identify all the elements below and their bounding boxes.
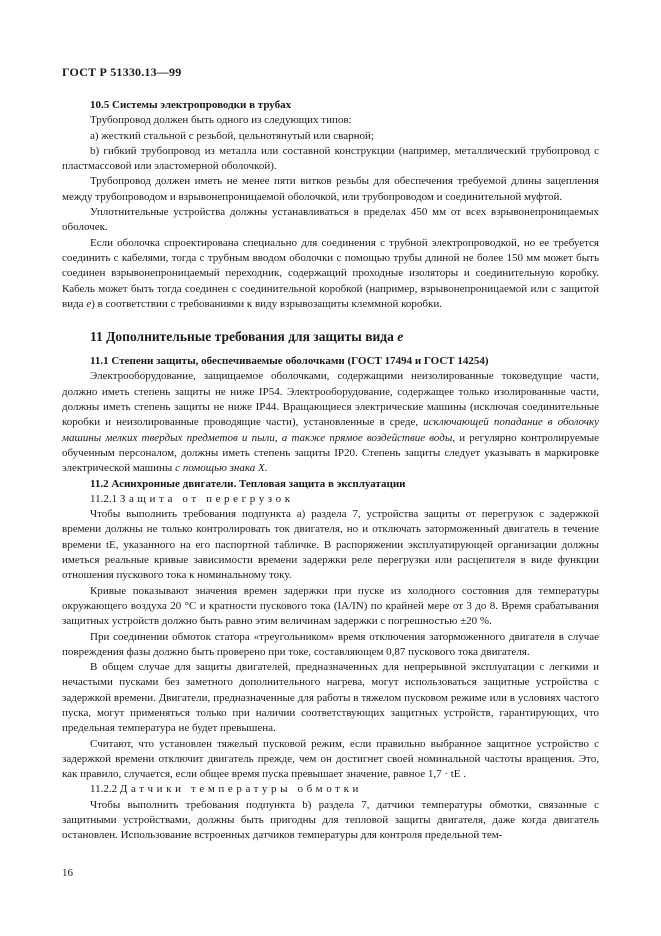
text-run: ) в соответствии с требованиями к виду взрывозащиты клеммной коробки.	[91, 297, 443, 310]
text-run-italic: исключающей попадание в оболочку машины мелких твердых предметов и пыли, а также прямое воздействие воды	[62, 416, 599, 444]
document-body	[62, 98, 599, 844]
paragraph: Считают, что установлен тяжелый пусковой режим, если правильно выбранное защитное устройство с задержкой времени отключит двигатель прежде, чем он достигнет своей номинальной частоты вращения. Это, как правило, случается, если общее время пуска превышает значение, равное 1,7 · tE .	[62, 737, 599, 781]
paragraph: Трубопровод должен быть одного из следующих типов:	[90, 114, 352, 127]
paragraph	[62, 369, 599, 476]
section-11-1-title: 11.1 Степени защиты, обеспечиваемые оболочками (ГОСТ 17494 и ГОСТ 14254)	[90, 355, 489, 368]
subsection-number: 11.2.1	[90, 492, 118, 505]
subsection-number: 11.2.2	[90, 783, 118, 796]
subsection-title: Датчики температуры обмотки	[119, 783, 363, 796]
text-run: , и регулярно контролируемые обученным персоналом, должны иметь степень защиты IP20. Степень защиты следует указывать в маркировке электрической машины	[62, 431, 599, 475]
chapter-title-text: 11 Дополнительные требования для защиты вида	[90, 329, 394, 345]
chapter-title-italic: е	[397, 329, 404, 345]
text-run-italic: с помощью знака X.	[175, 462, 268, 475]
text-run-italic: е	[86, 297, 92, 310]
subsection-heading	[62, 782, 599, 797]
text-run: Электрооборудование, защищаемое оболочками, содержащими неизолированные токоведущие части, должно иметь степень защиты не ниже IP54. Электрооборудование, содержащее только изолированные части, должны иметь степень защиты не ниже IP44. Вращающиеся электрические машины (исключая соединительные коробки и неизолированные проводящие части), установленные в среде,	[62, 370, 599, 429]
section-10-5-title: 10.5 Системы электропроводки в трубах	[90, 99, 292, 111]
paragraph: Кривые показывают значения времен задержки при пуске из холодного состояния для температуры окружающего воздуха 20 °С и кратности пускового тока (IA/IN) по крайней мере от 3 до 8. Время срабатывания защитных устройств должно быть равно этим величинам задержки с погрешностью ±20 %.	[62, 584, 599, 628]
section-11-2-title: 11.2 Асинхронные двигатели. Тепловая защита в эксплуатации	[90, 477, 406, 490]
paragraph: Чтобы выполнить требования подпункта а) раздела 7, устройства защиты от перегрузок с задержкой времени должны не только контролировать ток двигателя, но и отключать заторможенный двигатель в течение времени tE, указанного на его паспортной табличке. В распоряжении эксплуатирующей организации должны иметься реальные кривые зависимости времени задержки реле перегрузки или расцепителя в виде функции отношения пускового тока к номинальному току.	[62, 508, 599, 582]
paragraph: а) жесткий стальной с резьбой, цельнотянутый или сварной;	[90, 129, 374, 142]
document-id: ГОСТ Р 51330.13—99	[62, 65, 182, 79]
paragraph: При соединении обмоток статора «треугольником» время отключения заторможенного двигателя в случае повреждения фазы должно быть проверено при токе, составляющем 0,87 пускового тока двигателя.	[62, 630, 599, 658]
paragraph: В общем случае для защиты двигателей, предназначенных для непрерывной эксплуатации с легкими и нечастыми пусками без заметного дополнительного нагрева, могут использоваться защитные устройства с задержкой времени. Двигатели, предназначенные для работы в тяжелом пусковом режиме или в условиях частого пуска, могут применяться только при наличии соответствующих защитных устройств, гарантирующих, что предельная температура не будет превышена.	[62, 661, 599, 735]
page-number: 16	[62, 867, 73, 879]
paragraph	[62, 236, 599, 312]
subsection-heading	[62, 492, 599, 507]
text-run: Если оболочка спроектирована специально для соединения с трубной электропроводкой, но ее требуется соединить с кабелями, тогда с трубным вводом оболочки с помощью трубы длиной не более 150 мм может быть соединен взрывонепроницаемый переходник, содержащий проходные изоляторы и соединительную коробку. Кабель может быть тогда соединен с соединительной коробкой (например, взрывонепроницаемой или с защитой вида	[62, 236, 599, 310]
paragraph: Чтобы выполнить требования подпункта b) раздела 7, датчики температуры обмотки, связанные с защитными устройствами, должны быть пригодны для тепловой защиты двигателя, даже когда двигатель остановлен. Использование встроенных датчиков температуры для контроля предельной тем-	[62, 798, 599, 842]
paragraph: Трубопровод должен иметь не менее пяти витков резьбы для обеспечения требуемой длины зацепления между трубопроводом и взрывонепроницаемой оболочкой, или трубопроводом и соединительной муфтой.	[62, 175, 599, 203]
subsection-title: Защита от перегрузок	[119, 492, 294, 505]
paragraph: Уплотнительные устройства должны устанавливаться в пределах 450 мм от всех взрывонепроницаемых оболочек.	[62, 206, 599, 234]
paragraph: b) гибкий трубопровод из металла или составной конструкции (например, металлический трубопровод с пластмассовой или эластомерной оболочкой).	[62, 144, 599, 173]
chapter-11-title	[90, 328, 599, 346]
